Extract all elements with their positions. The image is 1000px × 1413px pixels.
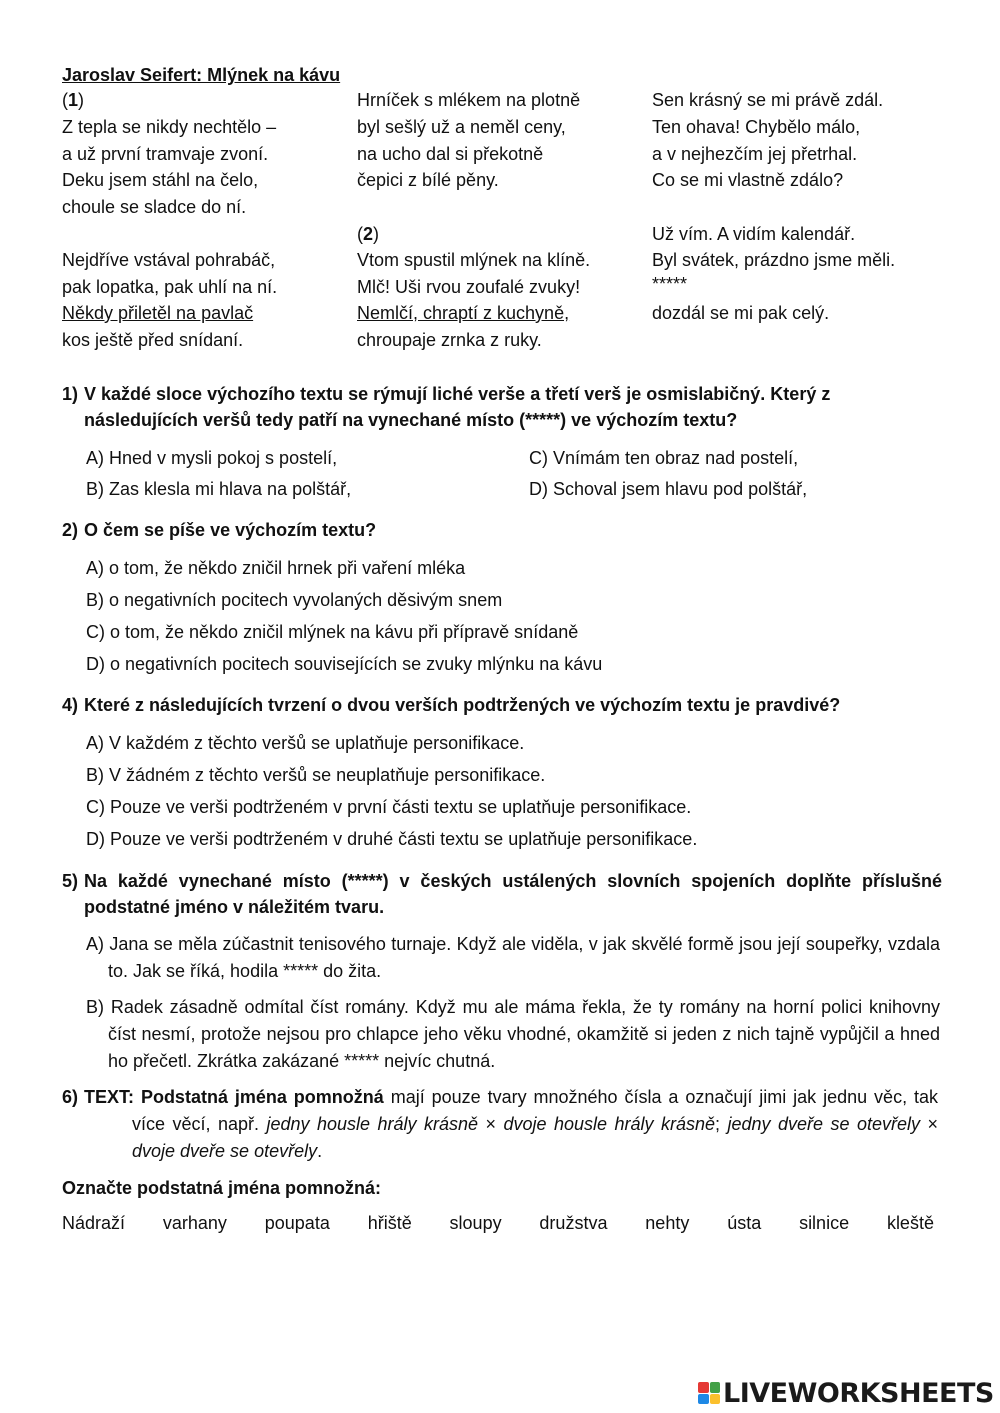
question-text: V každé sloce výchozího textu se rýmují liché verše a třetí verš je osmislabičný. Který z následujících veršů tedy patří na vynechané místo (*****) ve výchozím textu? — [84, 384, 831, 430]
q6-label: TEXT: — [84, 1087, 135, 1107]
q2-option-d[interactable]: D) o negativních pocitech souvisejících se zvuky mlýnku na kávu — [86, 654, 603, 674]
word-option[interactable]: poupata — [264, 1213, 330, 1233]
question-number: 5) — [62, 871, 79, 891]
poem-title: Jaroslav Seifert: Mlýnek na kávu — [62, 65, 341, 85]
verse-line: kos ještě před snídaní. — [62, 330, 244, 350]
q4-option-d[interactable]: D) Pouze ve verši podtrženém v druhé části textu se uplatňuje personifikace. — [86, 829, 698, 849]
verse-line: Mlč! Uši rvou zoufalé zvuky! — [357, 277, 581, 297]
verse-line: chroupaje zrnka z ruky. — [357, 330, 542, 350]
verse-line: Sen krásný se mi právě zdál. — [652, 90, 884, 110]
verse-line: byl sešlý už a neměl ceny, — [357, 117, 566, 137]
part-marker-1: (1) — [62, 90, 85, 110]
verse-line: Hrníček s mlékem na plotně — [357, 90, 581, 110]
q4-option-b[interactable]: B) V žádném z těchto veršů se neuplatňuje personifikace. — [86, 765, 546, 785]
verse-line: Ten ohava! Chybělo málo, — [652, 117, 861, 137]
verse-line: na ucho dal si překotně — [357, 144, 544, 164]
word-option[interactable]: ústa — [727, 1213, 762, 1233]
verse-line: Už vím. A vidím kalendář. — [652, 224, 856, 244]
word-option[interactable]: varhany — [162, 1213, 227, 1233]
q2-option-b[interactable]: B) o negativních pocitech vyvolaných děsivým snem — [86, 590, 503, 610]
q1-option-b[interactable]: B) Zas klesla mi hlava na polštář, — [86, 479, 352, 499]
verse-line: dozdál se mi pak celý. — [652, 303, 830, 323]
question-2 — [62, 517, 942, 543]
q1-option-a[interactable]: A) Hned v mysli pokoj s postelí, — [86, 448, 338, 468]
question-5 — [62, 868, 942, 920]
q1-option-d[interactable]: D) Schoval jsem hlavu pod polštář, — [529, 479, 808, 499]
verse-line: Deku jsem stáhl na čelo, — [62, 170, 259, 190]
verse-line: Vtom spustil mlýnek na klíně. — [357, 250, 591, 270]
logo-text: LIVEWORKSHEETS — [723, 1377, 994, 1409]
question-number: 4) — [62, 695, 79, 715]
q2-option-c[interactable]: C) o tom, že někdo zničil mlýnek na kávu při přípravě snídaně — [86, 622, 579, 642]
word-option[interactable]: hřiště — [367, 1213, 412, 1233]
word-option[interactable]: nehty — [645, 1213, 690, 1233]
logo-mark-icon — [698, 1382, 720, 1404]
verse-line: a v nejhezčím jej přetrhal. — [652, 144, 858, 164]
question-number: 6) — [62, 1087, 79, 1107]
question-number: 1) — [62, 384, 79, 404]
verse-line: Z tepla se nikdy nechtělo – — [62, 117, 277, 137]
question-4 — [62, 692, 942, 718]
verse-line: choule se sladce do ní. — [62, 197, 247, 217]
verse-line: Nejdříve vstával pohrabáč, — [62, 250, 276, 270]
verse-line: a už první tramvaje zvoní. — [62, 144, 269, 164]
word-option[interactable]: silnice — [799, 1213, 850, 1233]
question-1 — [62, 381, 942, 433]
q6-term: Podstatná jména pomnožná — [140, 1087, 384, 1107]
question-number: 2) — [62, 520, 79, 540]
underlined-verse-2: Nemlčí, chraptí z kuchyně, — [357, 303, 570, 323]
verse-line: čepici z bílé pěny. — [357, 170, 499, 190]
q5-sentence-a[interactable]: A) Jana se měla zúčastnit tenisového turnaje. Když ale viděla, v jak skvělé formě jsou její soupeřky, vzdala to. Jak se říká, hodila ***** do žita. — [86, 934, 940, 981]
word-option[interactable]: sloupy — [449, 1213, 502, 1233]
q2-option-a[interactable]: A) o tom, že někdo zničil hrnek při vaření mléka — [86, 558, 466, 578]
question-text: O čem se píše ve výchozím textu? — [84, 520, 377, 540]
word-option[interactable]: Nádraží — [62, 1213, 126, 1233]
part-marker-2: (2) — [357, 224, 380, 244]
missing-verse-placeholder: ***** — [652, 274, 688, 294]
q4-option-a[interactable]: A) V každém z těchto veršů se uplatňuje personifikace. — [86, 733, 525, 753]
q1-option-c[interactable]: C) Vnímám ten obraz nad postelí, — [529, 448, 799, 468]
word-option[interactable]: kleště — [886, 1213, 934, 1233]
verse-line: Co se mi vlastně zdálo? — [652, 170, 844, 190]
word-selection-list — [62, 1212, 934, 1234]
verse-line: Byl svátek, prázdno jsme měli. — [652, 250, 896, 270]
q4-option-c[interactable]: C) Pouze ve verši podtrženém v první části textu se uplatňuje personifikace. — [86, 797, 692, 817]
liveworksheets-logo — [698, 1378, 994, 1408]
q6-text-block: TEXT: Podstatná jména pomnožná mají pouze tvary množného čísla a označují jimi jak jednu věc, tak více věcí, např. jedny housle hrály krásně × dvoje housle hrály krásně; jedny dveře se otevřely × dvoje dveře se otevřely. — [84, 1087, 938, 1161]
q5-sentence-b[interactable]: B) Radek zásadně odmítal číst romány. Když mu ale máma řekla, že ty romány na horní polici knihovny číst nesmí, protože nejsou pro chlapce jeho věku vhodné, okamžitě si jeden z nich tajně vypůjčil a hned ho přečetl. Zkrátka zakázané ***** nejvíc chutná. — [86, 997, 940, 1071]
question-text: Které z následujících tvrzení o dvou verších podtržených ve výchozím textu je pravdivé? — [84, 695, 841, 715]
q6-instruction: Označte podstatná jména pomnožná: — [62, 1178, 382, 1198]
question-text: Na každé vynechané místo (*****) v českých ustálených slovních spojeních doplňte příslušné podstatné jméno v náležitém tvaru. — [84, 871, 942, 917]
verse-line: pak lopatka, pak uhlí na ní. — [62, 277, 278, 297]
underlined-verse-1: Někdy přiletěl na pavlač — [62, 303, 254, 323]
word-option[interactable]: družstva — [539, 1213, 608, 1233]
question-6 — [62, 1084, 938, 1165]
